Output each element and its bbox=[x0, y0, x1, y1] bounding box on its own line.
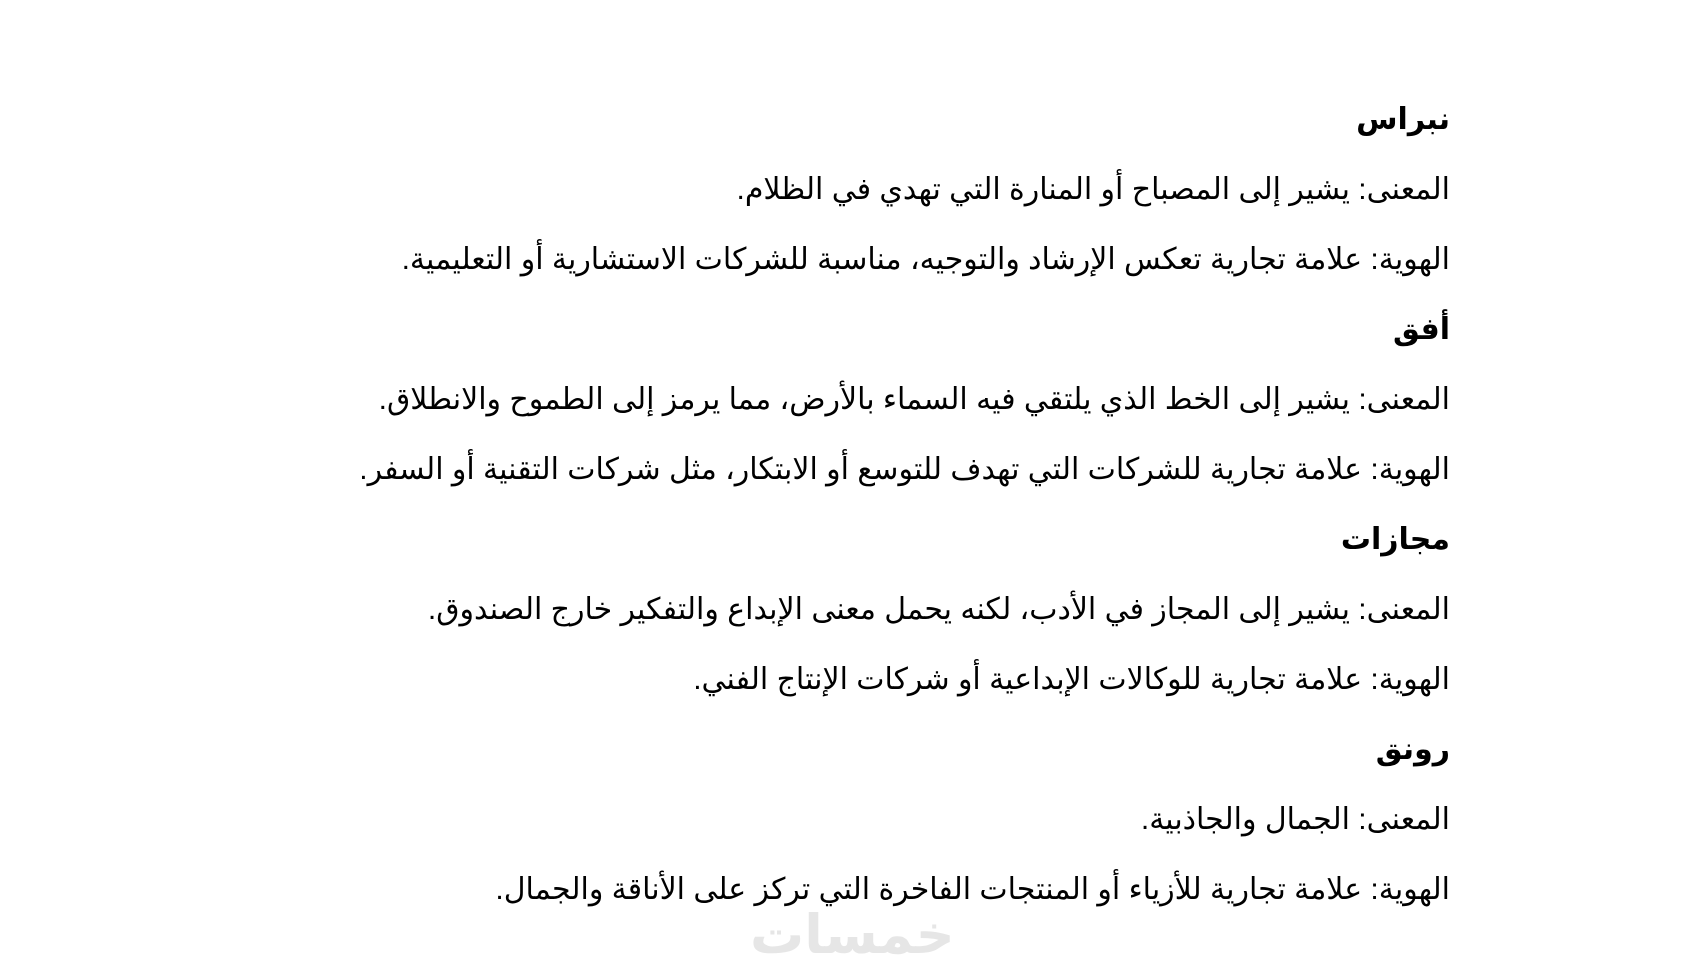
entry-title: رونق bbox=[1375, 733, 1450, 766]
entry-meaning: المعنى: يشير إلى المصباح أو المنارة التي تهدي في الظلام. bbox=[736, 173, 1450, 206]
entry-identity: الهوية: علامة تجارية للوكالات الإبداعية أو شركات الإنتاج الفني. bbox=[693, 663, 1450, 696]
entry-title: أفق bbox=[1393, 313, 1450, 346]
entry-title: مجازات bbox=[1340, 523, 1450, 556]
entry-meaning: المعنى: الجمال والجاذبية. bbox=[1140, 803, 1450, 836]
entry-identity: الهوية: علامة تجارية للأزياء أو المنتجات الفاخرة التي تركز على الأناقة والجمال. bbox=[495, 873, 1450, 906]
entry-meaning: المعنى: يشير إلى المجاز في الأدب، لكنه يحمل معنى الإبداع والتفكير خارج الصندوق. bbox=[427, 593, 1450, 626]
watermark-logo: خمسات bbox=[750, 905, 955, 965]
entry-identity: الهوية: علامة تجارية للشركات التي تهدف للتوسع أو الابتكار، مثل شركات التقنية أو السفر. bbox=[359, 453, 1450, 486]
entry-identity: الهوية: علامة تجارية تعكس الإرشاد والتوجيه، مناسبة للشركات الاستشارية أو التعليمية. bbox=[401, 243, 1450, 276]
entry-title: نبراس bbox=[1356, 103, 1450, 136]
entry-meaning: المعنى: يشير إلى الخط الذي يلتقي فيه السماء بالأرض، مما يرمز إلى الطموح والانطلاق. bbox=[378, 383, 1450, 416]
